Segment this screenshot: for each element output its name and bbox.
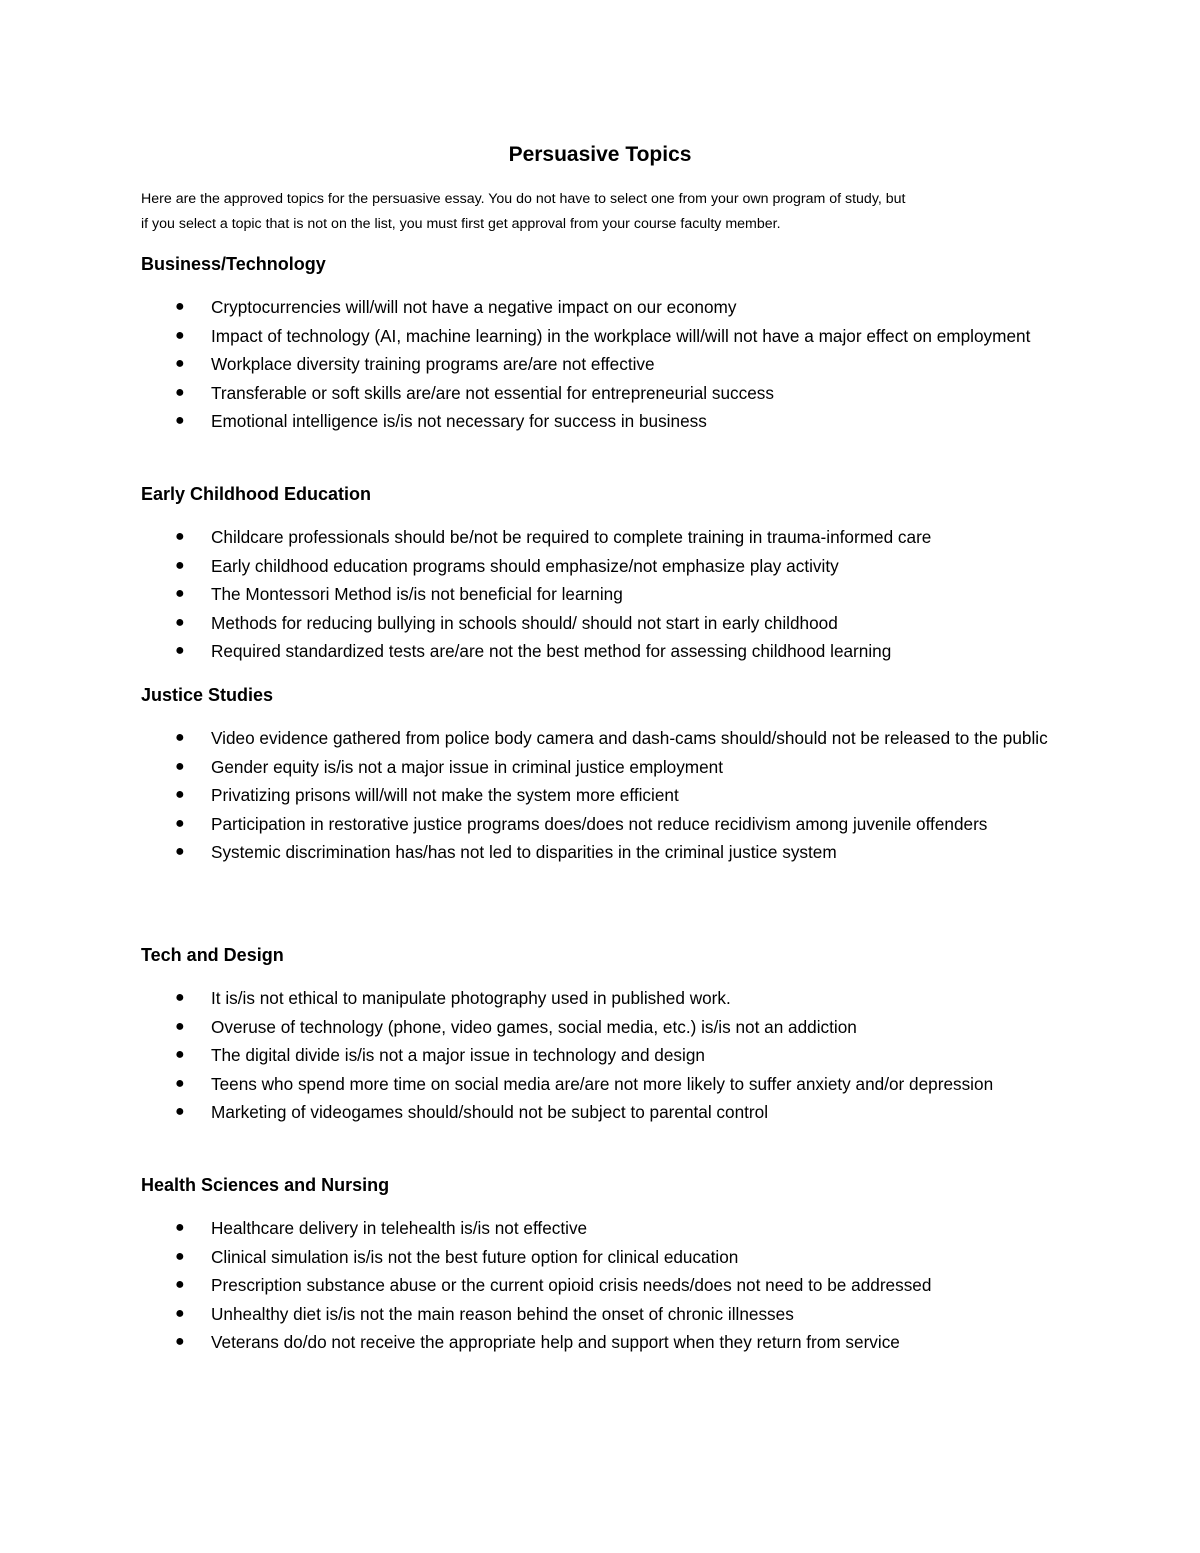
bullet-icon: ● [175,786,185,803]
list-item-text: Early childhood education programs should emphasize/not emphasize play activity [211,555,839,576]
list-item [141,753,1101,782]
list-item-text: The Montessori Method is/is not beneficial for learning [211,584,623,604]
list-item-text: Participation in restorative justice programs does/does not reduce recidivism among juvenile offenders [211,813,988,834]
section-justice-studies [141,681,1101,867]
list-item-text: Unhealthy diet is/is not the main reason behind the onset of chronic illnesses [211,1303,794,1324]
topic-list [141,724,1101,867]
list-item-text: It is/is not ethical to manipulate photography used in published work. [211,988,731,1008]
bullet-icon: ● [175,757,185,775]
bullet-icon: ● [175,585,185,602]
list-item-text: Prescription substance abuse or the current opioid crisis needs/does not need to be addressed [211,1275,932,1295]
list-item-text: Gender equity is/is not a major issue in criminal justice employment [211,756,724,777]
list-item-text: Workplace diversity training programs are/are not effective [211,354,655,374]
topic-list [141,523,1101,666]
list-item-text: Transferable or soft skills are/are not essential for entrepreneurial success [211,382,774,403]
topic-list [141,293,1101,436]
list-item [141,1013,1101,1042]
bullet-icon: ● [175,355,185,372]
list-item [141,724,1101,753]
bullet-icon: ● [175,528,185,545]
list-item-text: Emotional intelligence is/is not necessary for success in business [211,411,707,431]
bullet-icon: ● [175,556,185,574]
list-item-text: Systemic discrimination has/has not led to disparities in the criminal justice system [211,842,837,862]
bullet-icon: ● [175,1219,185,1236]
list-item-text: Privatizing prisons will/will not make the system more efficient [211,785,679,805]
bullet-icon: ● [175,814,185,832]
list-item [141,1070,1101,1099]
bullet-icon: ● [175,1103,185,1120]
bullet-icon: ● [175,1304,185,1322]
list-item [141,1300,1101,1329]
section-tech-and-design [141,941,1101,1127]
bullet-icon: ● [175,298,185,315]
list-item [141,350,1101,379]
bullet-icon: ● [175,642,185,659]
bullet-icon: ● [175,843,185,860]
document-title: Persuasive Topics [508,143,692,166]
list-item [141,1243,1101,1272]
list-item-text: Teens who spend more time on social media are/are not more likely to suffer anxiety and/or depression [211,1073,994,1094]
topic-list [141,984,1101,1127]
list-item [141,379,1101,408]
list-item-text: Methods for reducing bullying in schools should/ should not start in early childhood [211,612,838,633]
section-heading: Business/Technology [141,254,326,274]
list-item-text: Required standardized tests are/are not the best method for assessing childhood learning [211,641,892,661]
list-item [141,1271,1101,1300]
bullet-icon: ● [175,1247,185,1265]
bullet-icon: ● [175,1074,185,1092]
list-item [141,1041,1101,1070]
list-item [141,552,1101,581]
list-item-text: Veterans do/do not receive the appropriate help and support when they return from service [211,1332,900,1352]
intro-paragraph: Here are the approved topics for the persuasive essay. You do not have to select one from your own program of study, but if you select a topic that is not on the list, you must first get approval from your course faculty member. [141,191,906,232]
list-item [141,293,1101,322]
section-early-childhood-education [141,480,1101,666]
list-item [141,984,1101,1013]
list-item-text: The digital divide is/is not a major issue in technology and design [211,1045,705,1065]
list-item [141,523,1101,552]
topic-list [141,1214,1101,1357]
list-item [141,637,1101,666]
section-heading: Justice Studies [141,685,274,705]
list-item-text: Overuse of technology (phone, video games, social media, etc.) is/is not an addiction [211,1016,857,1037]
list-item-text: Marketing of videogames should/should not be subject to parental control [211,1102,769,1122]
list-item-text: Clinical simulation is/is not the best future option for clinical education [211,1246,739,1267]
list-item-text: Video evidence gathered from police body camera and dash-cams should/should not be released to the public [211,728,1048,748]
list-item [141,810,1101,839]
list-item [141,322,1101,351]
list-item [141,1328,1101,1357]
section-business-technology [141,250,1101,436]
bullet-icon: ● [175,1017,185,1035]
bullet-icon: ● [175,383,185,401]
list-item [141,580,1101,609]
list-item [141,1214,1101,1243]
section-heading: Health Sciences and Nursing [141,1175,390,1195]
bullet-icon: ● [175,613,185,631]
list-item [141,609,1101,638]
list-item [141,407,1101,436]
bullet-icon: ● [175,412,185,429]
bullet-icon: ● [175,989,185,1006]
list-item [141,1098,1101,1127]
section-heading: Tech and Design [141,945,284,965]
bullet-icon: ● [175,729,185,746]
section-heading: Early Childhood Education [141,484,372,504]
bullet-icon: ● [175,1276,185,1293]
bullet-icon: ● [175,1333,185,1350]
list-item [141,838,1101,867]
list-item-text: Healthcare delivery in telehealth is/is not effective [211,1218,588,1238]
bullet-icon: ● [175,326,185,344]
list-item [141,781,1101,810]
section-health-sciences-and-nursing [141,1171,1101,1357]
list-item-text: Cryptocurrencies will/will not have a negative impact on our economy [211,297,737,317]
list-item-text: Childcare professionals should be/not be required to complete training in trauma-informed care [211,527,932,547]
bullet-icon: ● [175,1046,185,1063]
list-item-text: Impact of technology (AI, machine learning) in the workplace will/will not have a major effect on employment [211,325,1031,346]
